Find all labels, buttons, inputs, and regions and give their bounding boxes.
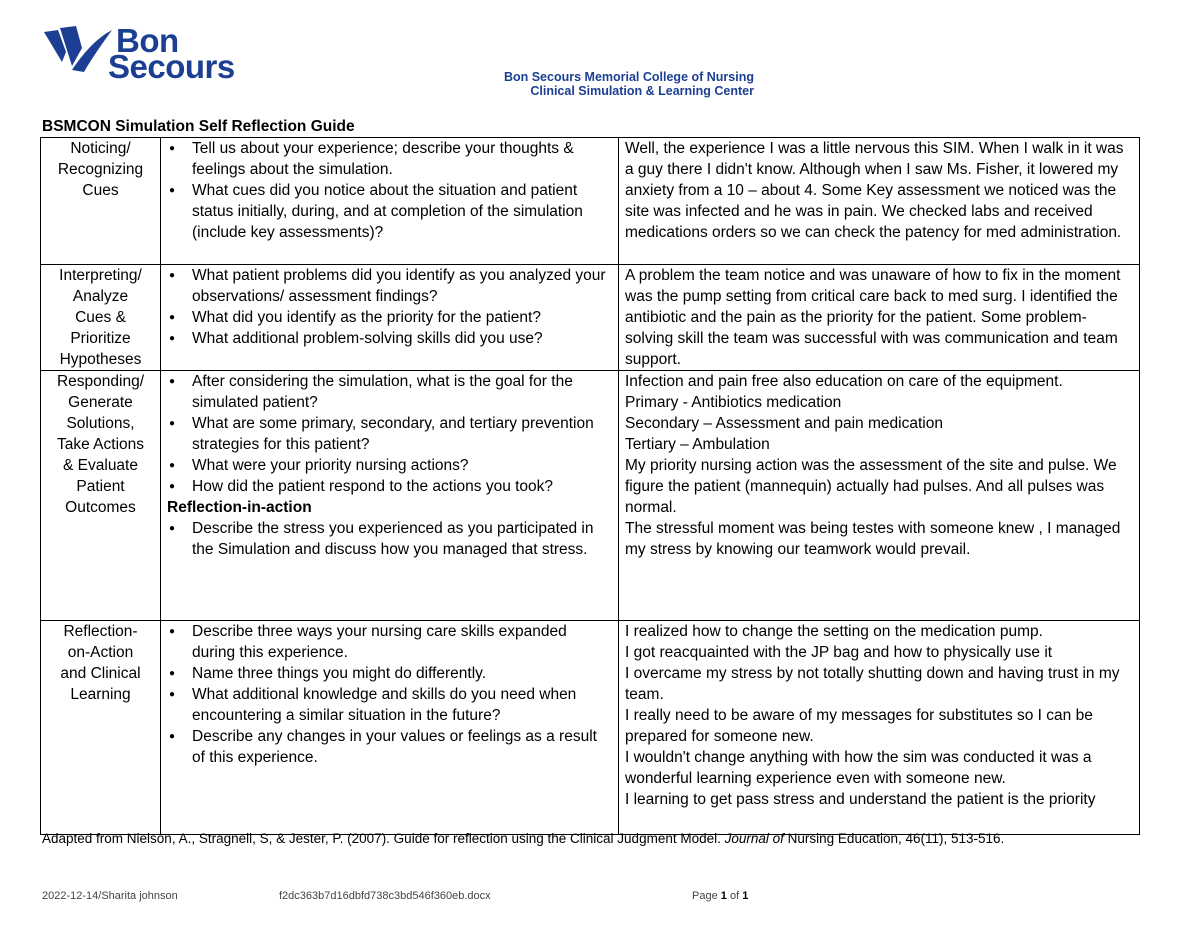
answer-line: Infection and pain free also education on care of the equipment. [625, 373, 1063, 390]
table-row [41, 138, 1140, 265]
question-item: ● What patient problems did you identify as you analyzed your observations/ assessment findings? [167, 265, 614, 307]
document-title: BSMCON Simulation Self Reflection Guide [42, 118, 355, 135]
page-word: Page [692, 890, 718, 902]
question-item: ● Describe three ways your nursing care skills expanded during this experience. [167, 621, 614, 663]
question-item: ● What additional problem-solving skills did you use? [167, 328, 614, 349]
answer-line: Well, the experience I was a little nervous this SIM. When I walk in it was a guy there I didn't know. Although when I saw Ms. Fisher, it lowered my anxiety from a 10 – about 4. Some Key assessment we noticed was the site was infected and he was in pain. We checked labs and received medications orders so we can check the patency for med administration. [625, 140, 1124, 241]
category-cell [41, 371, 161, 621]
institution-header [504, 70, 754, 98]
of-word: of [729, 890, 740, 902]
table-row [41, 265, 1140, 371]
question-item: ● What are some primary, secondary, and tertiary prevention strategies for this patient? [167, 413, 614, 455]
questions-cell [161, 265, 619, 371]
category-line: Solutions, [66, 415, 135, 432]
answer-cell [619, 621, 1140, 835]
category-line: Cues & [75, 309, 126, 326]
answer-line: A problem the team notice and was unaware of how to fix in the moment was the pump setting from critical care back to med surg. I identified the antibiotic and the pain as the priority for the patient. Some problem-solving skill the team was successful with was communication and team support. [625, 267, 1121, 368]
category-cell [41, 621, 161, 835]
category-cell [41, 265, 161, 371]
category-line: Reflection- [63, 623, 138, 640]
questions-cell [161, 621, 619, 835]
page-current: 1 [720, 890, 727, 902]
citation [42, 831, 1004, 846]
question-item: ● Tell us about your experience; describe your thoughts & feelings about the simulation. [167, 138, 614, 180]
answer-line: I realized how to change the setting on the medication pump. [625, 623, 1043, 640]
category-line: Noticing/ [70, 140, 131, 157]
reflection-table [40, 137, 1140, 835]
table-row [41, 621, 1140, 835]
category-cell [41, 138, 161, 265]
answer-line: Secondary – Assessment and pain medication [625, 415, 943, 432]
question-item: ● What additional knowledge and skills do you need when encountering a similar situation in the future? [167, 684, 614, 726]
category-line: Patient [76, 478, 125, 495]
citation-text: Adapted from Nielson, A., Stragnell, S, & Jester, P. (2007). Guide for reflection using the Clinical Judgment Model. [42, 831, 725, 846]
question-item: ● Describe the stress you experienced as you participated in the Simulation and discuss how you managed that stress. [167, 518, 614, 560]
answer-line: I learning to get pass stress and understand the patient is the priority [625, 791, 1096, 808]
answer-line: I got reacquainted with the JP bag and how to physically use it [625, 644, 1053, 661]
question-item: ● Name three things you might do differently. [167, 663, 614, 684]
logo-word-bon: Bon [116, 22, 179, 59]
answer-line: The stressful moment was being testes with someone knew , I managed my stress by knowing our teamwork would prevail. [625, 520, 1121, 558]
question-item: ● Describe any changes in your values or feelings as a result of this experience. [167, 726, 614, 768]
logo-swoosh-icon [42, 22, 114, 78]
category-line: Prioritize [70, 330, 131, 347]
bon-secours-logo [42, 22, 247, 85]
answer-cell [619, 371, 1140, 621]
questions-cell [161, 138, 619, 265]
answer-line: I wouldn't change anything with how the sim was conducted it was a wonderful learning experience even with someone new. [625, 749, 1092, 787]
answer-line: Primary - Antibiotics medication [625, 394, 842, 411]
questions-cell [161, 371, 619, 621]
page-total: 1 [742, 890, 749, 902]
question-item: ● How did the patient respond to the actions you took? [167, 476, 614, 497]
category-line: Recognizing [57, 161, 144, 178]
category-line: Hypotheses [59, 351, 142, 368]
category-line: Analyze [72, 288, 129, 305]
category-line: Responding/ [56, 373, 145, 390]
answer-line: Tertiary – Ambulation [625, 436, 770, 453]
answer-cell [619, 138, 1140, 265]
category-line: & Evaluate [63, 457, 138, 474]
footer-author-date: 2022-12-14/Sharita johnson [42, 890, 178, 902]
subheading: Reflection-in-action [167, 499, 312, 516]
answer-line: I overcame my stress by not totally shutting down and having trust in my team. [625, 665, 1120, 703]
category-line: Cues [82, 182, 119, 199]
footer-page-number [692, 890, 748, 902]
citation-journal: Journal of [724, 831, 784, 846]
question-item: ● What were your priority nursing actions? [167, 455, 614, 476]
answer-line: My priority nursing action was the assessment of the site and pulse. We figure the patient (mannequin) actually had pulses. And all pulses was normal. [625, 457, 1117, 516]
category-line: Outcomes [65, 499, 136, 516]
category-line: Learning [70, 686, 131, 703]
category-line: and Clinical [60, 665, 141, 682]
category-line: Take Actions [56, 436, 145, 453]
question-item: ● What cues did you notice about the situation and patient status initially, during, and at completion of the simulation (include key assessments)? [167, 180, 614, 243]
institution-center: Clinical Simulation & Learning Center [530, 84, 754, 98]
answer-line: I really need to be aware of my messages for substitutes so I can be prepared for someone new. [625, 707, 1093, 745]
category-line: Generate [68, 394, 133, 411]
citation-tail: Nursing Education, 46(11), 513-516. [783, 831, 1005, 846]
category-line: on-Action [67, 644, 134, 661]
category-line: Interpreting/ [59, 267, 142, 284]
table-row [41, 371, 1140, 621]
answer-cell [619, 265, 1140, 371]
logo-word-secours: Secours [108, 48, 235, 85]
question-item: ● After considering the simulation, what is the goal for the simulated patient? [167, 371, 614, 413]
question-item: ● What did you identify as the priority for the patient? [167, 307, 614, 328]
institution-name: Bon Secours Memorial College of Nursing [503, 70, 754, 84]
footer-filename: f2dc363b7d16dbfd738c3bd546f360eb.docx [279, 890, 491, 902]
